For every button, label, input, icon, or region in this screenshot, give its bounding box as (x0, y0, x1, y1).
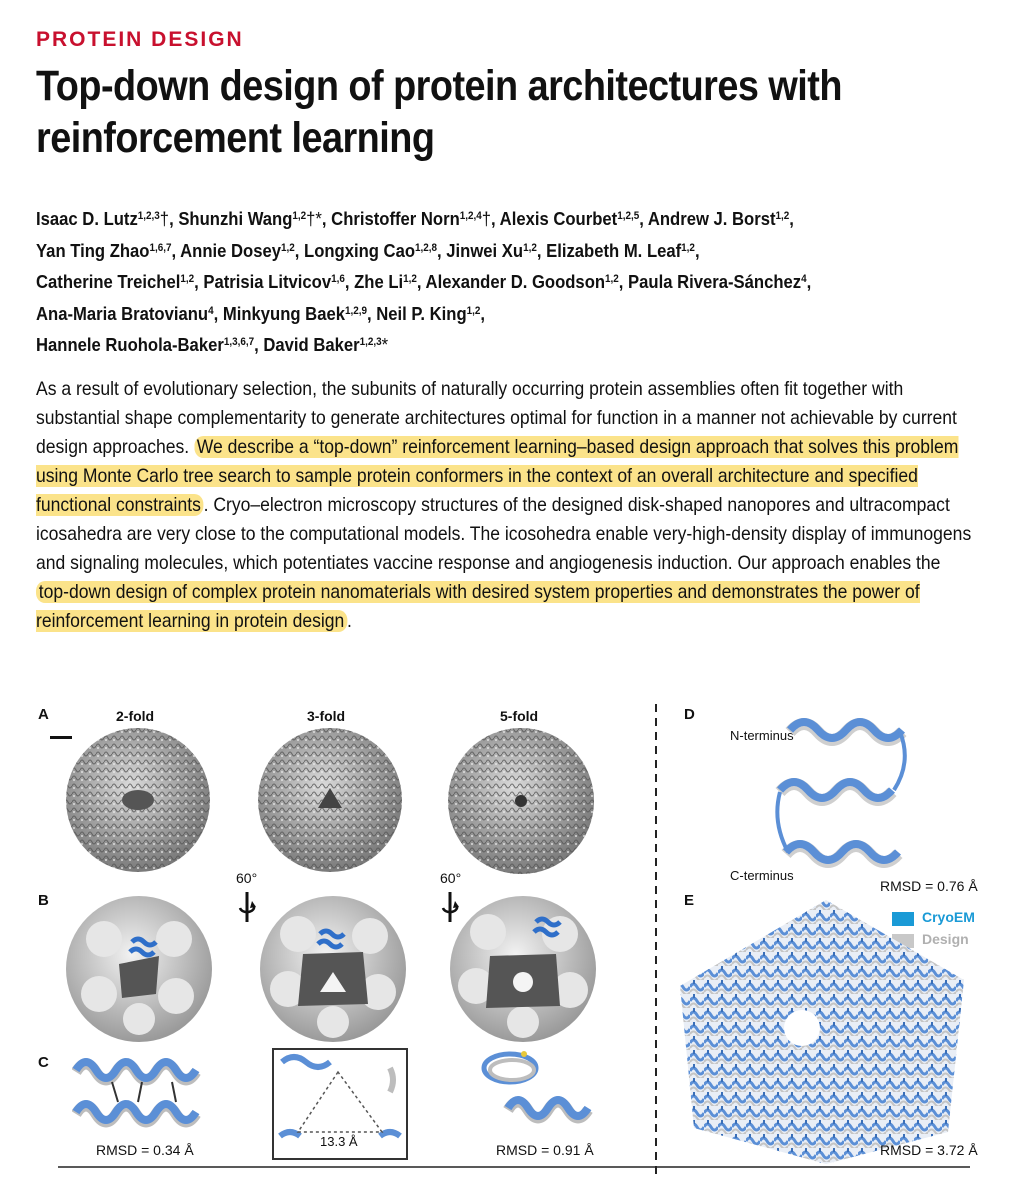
author-name: Zhe Li (354, 271, 404, 292)
rmsd-2fold: RMSD = 0.34 Å (96, 1142, 194, 1158)
surface-model-2fold (64, 894, 214, 1044)
legend-label-cryoem: CryoEM (922, 909, 975, 925)
author-name: Hannele Ruohola-Baker (36, 334, 224, 355)
author (36, 303, 214, 324)
author-affiliation: 1,2 (180, 273, 195, 285)
author-name: Patrisia Litvicov (203, 271, 332, 292)
author-name: Annie Dosey (180, 239, 281, 261)
author-affiliation: 1,2,5 (617, 210, 640, 222)
author-name: Catherine Treichel (36, 271, 181, 292)
author-affiliation: 1,2 (292, 210, 307, 222)
figure-baseline (58, 1166, 970, 1169)
author-name: Yan Ting Zhao (36, 239, 150, 261)
author (331, 208, 491, 229)
author-affiliation: 4 (801, 273, 807, 285)
author-affiliation: 1,2,3 (137, 210, 160, 222)
panel-label-e: E (684, 892, 695, 909)
rmsd-monomer: RMSD = 0.76 Å (880, 878, 978, 894)
author (178, 208, 322, 229)
author-affiliation: 1,2 (775, 210, 790, 222)
author-name: Alexis Courbet (499, 208, 618, 229)
legend-label-design: Design (922, 931, 969, 947)
rmsd-assembly: RMSD = 3.72 Å (880, 1142, 978, 1158)
author-name: Longxing Cao (304, 239, 416, 261)
article-title (36, 60, 881, 164)
figure (0, 690, 1022, 1200)
author-affiliation: 1,2 (466, 304, 481, 317)
highlight: We describe a “top-down” reinforcement learning–based design approach that solves this problem using Monte Carlo tree search to sample protein conformers in the context of an overall architecture and specified functional constraints (36, 436, 959, 516)
panel-label-c: C (38, 1054, 49, 1071)
author (203, 271, 344, 292)
title-line: reinforcement learning (36, 114, 435, 162)
abstract (36, 375, 972, 636)
author-affiliation: 1,6,7 (149, 241, 172, 254)
author-mark: †* (306, 208, 322, 229)
author-name: Elizabeth M. Leaf (546, 239, 682, 261)
author (180, 240, 295, 261)
author-affiliation: 1,2,4 (459, 210, 482, 222)
fold-label: 2-fold (116, 708, 155, 724)
author (648, 208, 789, 229)
author (446, 240, 537, 261)
author-list: Isaac D. Lutz$^{1,2,3}$†, Shunzhi Wang$^{1,2}$†*, Christoffer Norn$^{1,2,4}$†, Alexis Courbet$^{1,2,5}$, Andrew J. Borst$^{1,2}$, Yan Ting Zhao$^{1,6,7}$, Annie Dosey$^{1,2}$, Longxing Cao$^{1,2,8}$, Jinwei Xu$^{1,2}$, Elizabeth M. Leaf$^{1,2}$, Catherine Treichel$^{1,2}$, Patrisia Litvicov$^{1,6}$, Zhe Li$^{1,2}$, Alexander D. Goodson$^{1,2}$, Paula Rivera-Sánchez$^4$, Ana-Maria Bratovianu$^4$, Minkyung Baek$^{1,2,9}$, Neil P. King$^{1,2}$, Hannele Ruohola-Baker$^{1,3,6,7}$, David Baker$^{1,2,3}$* (36, 208, 812, 355)
helix-overlay-5fold (478, 1046, 598, 1142)
density-map-2fold (64, 726, 212, 874)
rmsd-5fold: RMSD = 0.91 Å (496, 1142, 594, 1158)
author-name: David Baker (263, 334, 360, 355)
panel-label-a: A (38, 706, 49, 723)
monomer-overlay (770, 712, 920, 880)
author-affiliation: 1,2 (523, 241, 537, 254)
author (354, 271, 417, 292)
author (546, 240, 695, 261)
author (36, 208, 169, 229)
author-name: Ana-Maria Bratovianu (36, 302, 209, 324)
author-mark: * (381, 334, 389, 355)
helix-overlay-2fold (72, 1052, 212, 1134)
author (36, 334, 254, 355)
fold-label: 3-fold (307, 708, 346, 724)
author (376, 303, 480, 324)
author-affiliation: 4 (208, 304, 214, 317)
author (500, 208, 640, 229)
author-affiliation: 1,2 (605, 273, 619, 285)
rotation-label: 60° (440, 870, 462, 886)
density-map-5fold (446, 726, 596, 876)
author-name: Minkyung Baek (222, 302, 345, 324)
author (223, 303, 367, 324)
author-mark: † (481, 208, 492, 229)
abstract-text: . (346, 610, 352, 632)
surface-model-3fold (258, 894, 408, 1044)
author (36, 271, 194, 292)
author-name: Shunzhi Wang (178, 208, 293, 229)
author (36, 240, 172, 261)
title-line: Top-down design of protein architectures with (36, 62, 842, 110)
author-mark: † (159, 208, 170, 229)
rotation-label: 60° (236, 870, 258, 886)
divider (654, 704, 658, 1174)
author-affiliation: 1,2,9 (344, 304, 368, 317)
author-name: Paula Rivera-Sánchez (628, 271, 802, 292)
panel-label-d: D (684, 706, 695, 723)
author (304, 240, 437, 261)
author-name: Neil P. King (376, 302, 467, 324)
n-terminus-label: N-terminus (730, 728, 794, 743)
author (426, 271, 619, 292)
surface-model-5fold (448, 894, 598, 1044)
author-affiliation: 1,2 (403, 273, 417, 285)
author-affiliation: 1,3,6,7 (223, 336, 255, 348)
author-affiliation: 1,2,8 (415, 241, 438, 254)
abstract-text: . Cryo–electron microscopy structures of the designed disk-shaped nanopores and ultracompact icosahedra are very close to the computational models. The icosohedra enable very-high-density display of immunogens and signaling molecules, which potentiates vaccine response and angiogenesis induction. Our approach enables the (36, 494, 972, 574)
author (628, 271, 807, 292)
author (263, 334, 388, 355)
author-affiliation: 1,2 (681, 241, 695, 254)
author-name: Andrew J. Borst (647, 208, 776, 229)
author-name: Isaac D. Lutz (36, 208, 138, 229)
rotate-arrow-icon (238, 890, 256, 924)
c-terminus-label: C-terminus (730, 868, 794, 883)
author-name: Christoffer Norn (331, 208, 460, 229)
panel-label-b: B (38, 892, 49, 909)
abstract-text: As a result of evolutionary selection, the subunits of naturally occurring protein assemblies often fit together with substantial shape complementarity to generate architectures optimal for function in a manner not achievable by current design approaches. (36, 378, 957, 458)
distance-label: 13.3 Å (320, 1134, 358, 1149)
author-name: Jinwei Xu (446, 239, 524, 261)
highlight: top-down design of complex protein nanomaterials with desired system properties and demonstrates the power of reinforcement learning in protein design (36, 581, 920, 632)
assembly-overlay (676, 896, 976, 1166)
fold-label: 5-fold (500, 708, 539, 724)
author-affiliation: 1,6 (331, 273, 345, 285)
author-name: Alexander D. Goodson (425, 271, 606, 292)
section-label: PROTEIN DESIGN (36, 28, 244, 51)
density-map-3fold (256, 726, 404, 874)
author-affiliation: 1,2 (280, 241, 295, 254)
author-affiliation: 1,2,3 (359, 336, 382, 348)
